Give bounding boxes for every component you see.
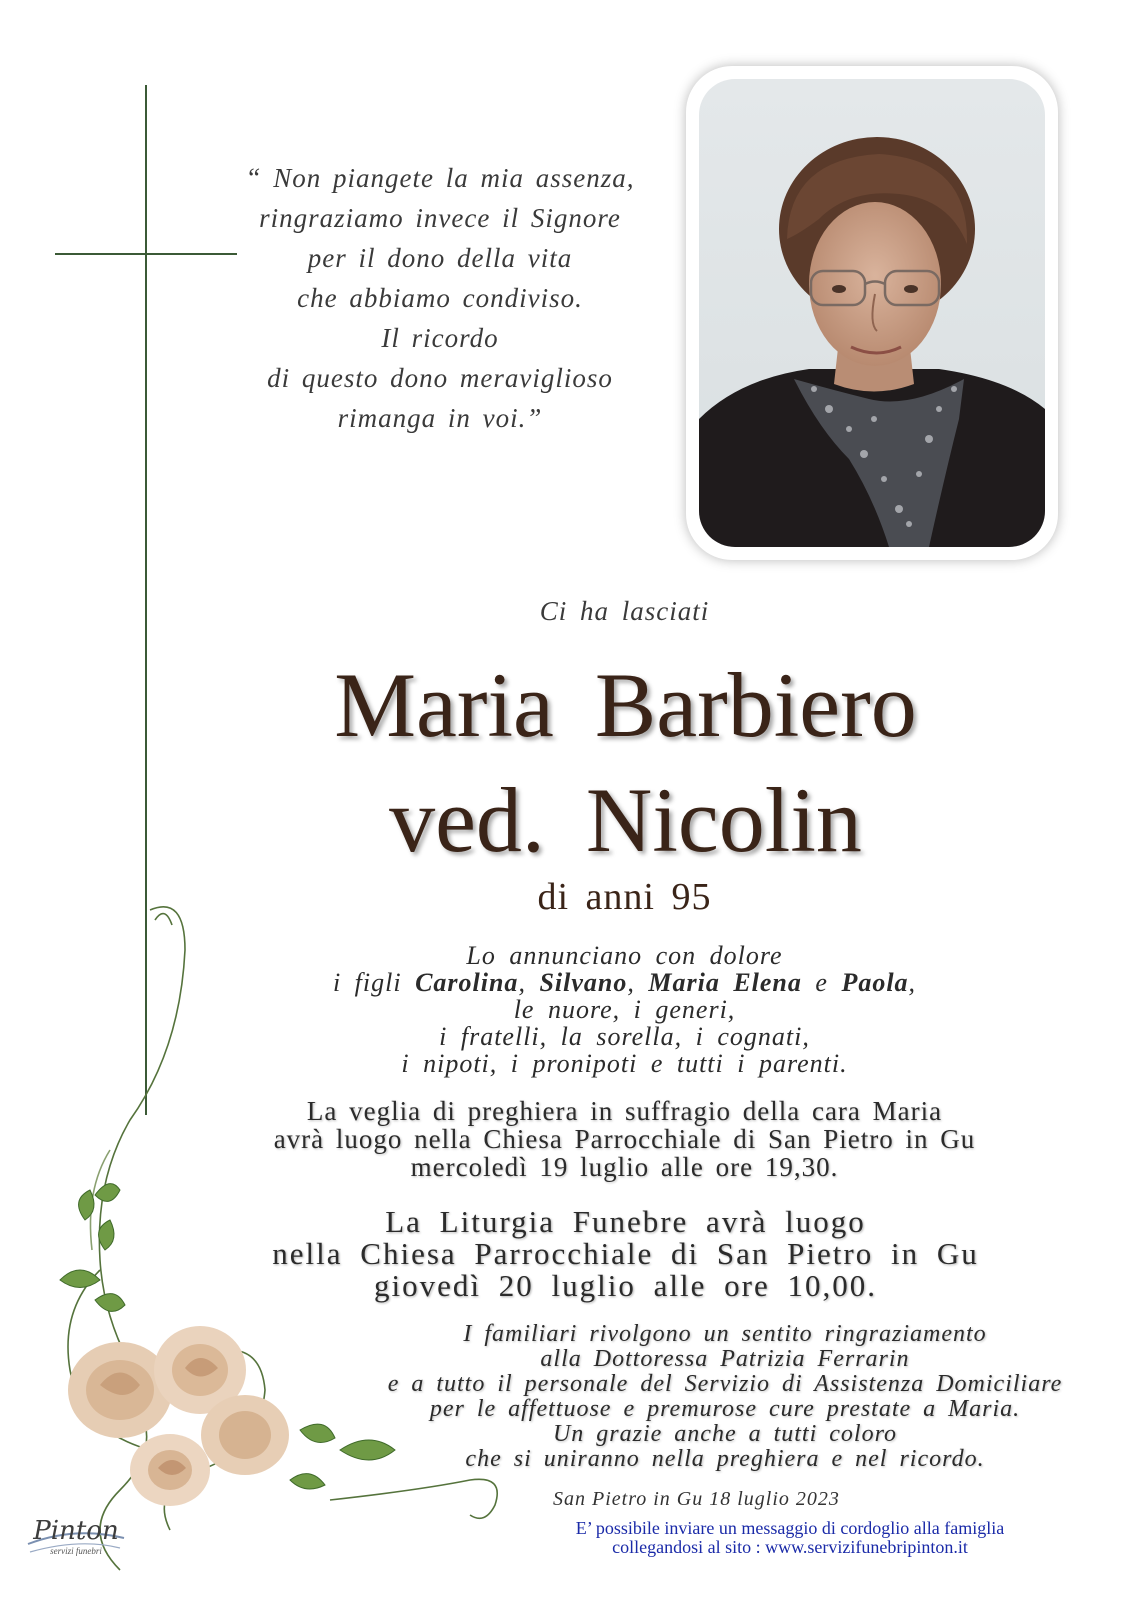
child-name: Maria Elena: [648, 968, 802, 997]
vigil-line: mercoledì 19 luglio alle ore 19,30.: [410, 1152, 839, 1182]
condolence-link[interactable]: collegandosi al sito : www.servizifunebripinton.it: [612, 1537, 968, 1557]
liturgy-line: La Liturgia Funebre avrà luogo: [385, 1204, 866, 1239]
quote-line: che abbiamo condiviso.: [297, 283, 583, 313]
portrait-illustration: [699, 79, 1045, 547]
conjunction: e: [815, 968, 828, 997]
child-name: Carolina: [415, 968, 519, 997]
logo-name: Pinton: [33, 1516, 119, 1546]
place-and-date: San Pietro in Gu 18 luglio 2023: [553, 1488, 840, 1510]
quote-line: di questo dono meraviglioso: [267, 363, 613, 393]
logo-subtitle: servizi funebri: [50, 1546, 102, 1556]
child-name: Silvano: [539, 968, 628, 997]
announcement-line: i nipoti, i pronipoti e tutti i parenti.: [401, 1049, 848, 1078]
memorial-quote: [220, 158, 660, 438]
portrait-photo: [699, 79, 1045, 547]
thanks-line: Un grazie anche a tutti coloro: [552, 1421, 898, 1447]
intro-phrase: Ci ha lasciati: [539, 596, 710, 626]
funeral-home-logo: [20, 1508, 130, 1568]
deceased-name: Maria Barbiero: [334, 654, 917, 756]
portrait-frame: [686, 66, 1058, 560]
vigil-line: avrà luogo nella Chiesa Parrocchiale di San Pietro in Gu: [273, 1124, 976, 1154]
child-name: Paola: [841, 968, 909, 997]
quote-line: “ Non piangete la mia assenza,: [245, 163, 635, 193]
quote-line: ringraziamo invece il Signore: [259, 203, 621, 233]
deceased-married-name: ved. Nicolin: [389, 769, 862, 871]
thanks-line: I familiari rivolgono un sentito ringraziamento: [463, 1321, 987, 1347]
quote-line: per il dono della vita: [307, 243, 573, 273]
quote-line: rimanga in voi.”: [337, 403, 543, 433]
vigil-line: La veglia di preghiera in suffragio della cara Maria: [306, 1096, 943, 1126]
liturgy-line: giovedì 20 luglio alle ore 10,00.: [374, 1268, 877, 1303]
thanks-line: che si uniranno nella preghiera e nel ricordo.: [465, 1446, 985, 1472]
separator: ,: [908, 968, 917, 997]
condolence-info: [520, 1519, 1060, 1557]
thanks-line: e a tutto il personale del Servizio di Assistenza Domiciliare: [387, 1371, 1063, 1397]
children-prefix: i figli: [332, 968, 402, 997]
roses-decoration-icon: [0, 890, 520, 1590]
quote-line: Il ricordo: [381, 323, 499, 353]
cross-horizontal-line: [55, 253, 237, 255]
liturgy-line: nella Chiesa Parrocchiale di San Pietro in Gu: [272, 1236, 979, 1271]
thanks-line: alla Dottoressa Patrizia Ferrarin: [540, 1346, 910, 1372]
announcement-line: le nuore, i generi,: [513, 995, 736, 1024]
separator: ,: [518, 968, 526, 997]
announcement-line: i fratelli, la sorella, i cognati,: [439, 1022, 810, 1051]
separator: ,: [627, 968, 635, 997]
announcement-line: Lo annunciano con dolore: [466, 941, 783, 970]
thanks-line: per le affettuose e premurose cure prestate a Maria.: [429, 1396, 1021, 1422]
deceased-age: di anni 95: [537, 876, 712, 918]
condolence-line: E’ possibile inviare un messaggio di cordoglio alla famiglia: [575, 1518, 1005, 1538]
